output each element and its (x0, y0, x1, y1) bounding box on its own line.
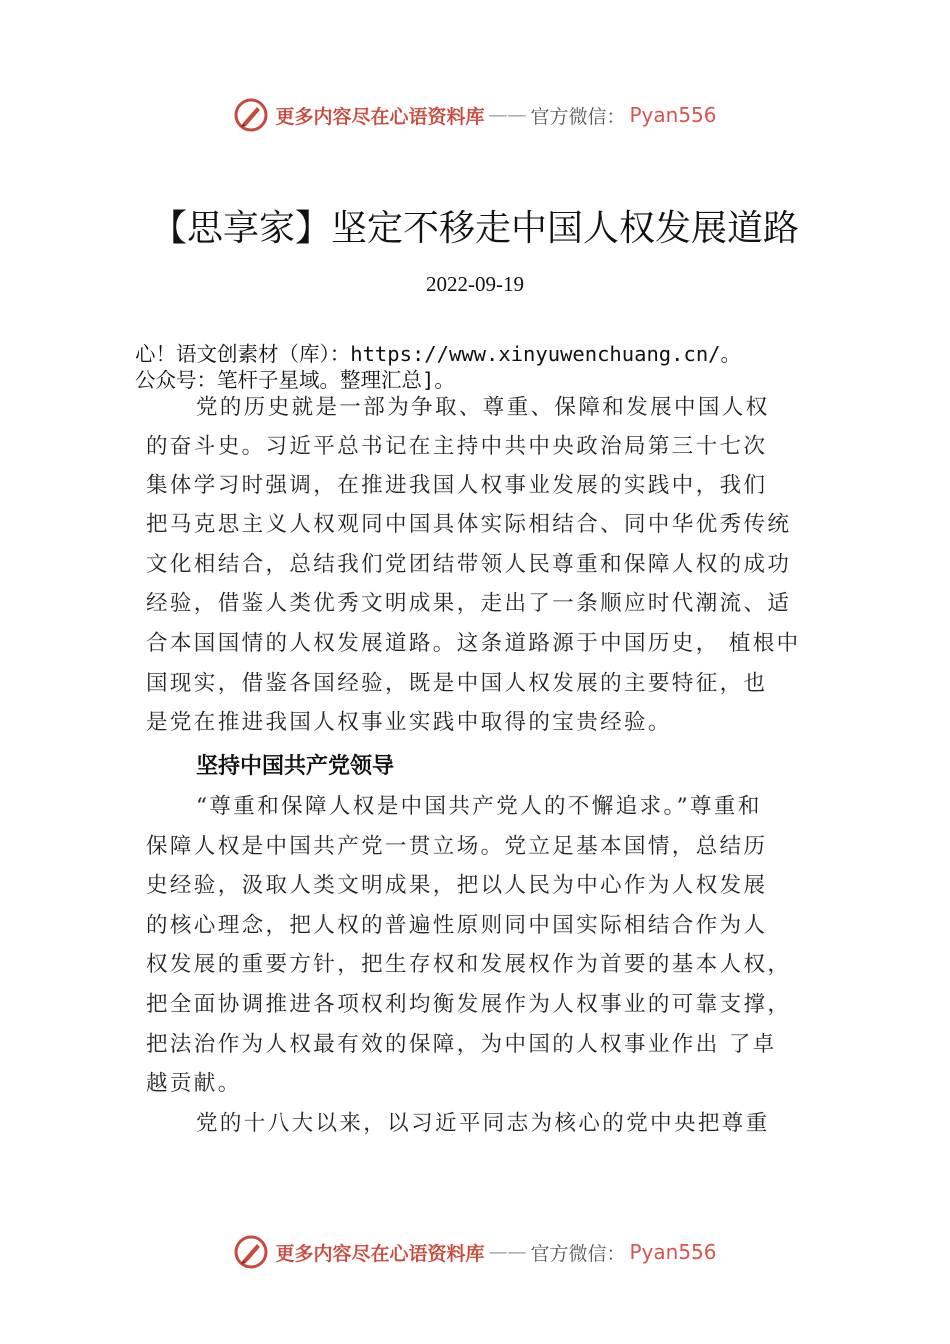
paragraph-line: 党的十八大以来，以习近平同志为核心的党中央把尊重 (196, 1111, 770, 1136)
footer-banner (0, 1232, 950, 1272)
paragraph-line: 保障人权是中国共产党一贯立场。党立足基本国情，总结历 (146, 834, 768, 859)
paragraph-line: “尊重和保障人权是中国共产党人的不懈追求。”尊重和 (196, 794, 762, 819)
banner-dash: —— (488, 104, 527, 126)
paragraph-line: 的奋斗史。习近平总书记在主持中共中央政治局第三十七次 (146, 434, 768, 459)
paragraph-line: 把马克思主义人权观同中国具体实际相结合、同中华优秀传统 (146, 512, 792, 537)
header-banner (0, 95, 950, 135)
publish-date: 2022-09-19 (426, 272, 524, 296)
paragraph-line: 把法治作为人权最有效的保障，为中国的人权事业作出 了卓 (146, 1032, 777, 1057)
paragraph-line: 权发展的重要方针，把生存权和发展权作为首要的基本人权， (146, 952, 792, 977)
banner-site-name: 更多内容尽在心语资料库 (275, 1242, 485, 1265)
banner-wechat-id: Pyan556 (629, 103, 717, 127)
banner-wechat-id: Pyan556 (629, 1240, 717, 1264)
paragraph-line: 把全面协调推进各项权利均衡发展作为人权事业的可靠支撑， (146, 992, 792, 1017)
section-heading: 坚持中国共产党领导 (196, 754, 395, 779)
paragraph-line: 国现实，借鉴各国经验，既是中国人权发展的主要特征，也 (146, 671, 768, 696)
pen-logo-icon (233, 97, 269, 133)
paragraph-line: 史经验，汲取人类文明成果，把以人民为中心作为人权发展 (146, 873, 768, 898)
paragraph-line: 党的历史就是一部为争取、尊重、保障和发展中国人权 (196, 395, 770, 420)
source-line: 心！语文创素材（库）：https://www.xinyuwenchuang.cn/。 (135, 342, 742, 366)
source-line: 公众号：笔杆子星域。整理汇总]。 (135, 368, 455, 392)
paragraph-line: 经验，借鉴人类优秀文明成果，走出了一条顺应时代潮流、适 (146, 591, 792, 616)
paragraph-line: 合本国国情的人权发展道路。这条道路源于中国历史， 植根中 (146, 631, 801, 656)
banner-dash: —— (488, 1241, 527, 1263)
banner-wechat-label: 官方微信： (530, 105, 626, 128)
paragraph-line: 越贡献。 (146, 1071, 242, 1096)
paragraph-line: 的核心理念，把人权的普遍性原则同中国实际相结合作为人 (146, 913, 768, 938)
banner-site-name: 更多内容尽在心语资料库 (275, 105, 485, 128)
banner-wechat-label: 官方微信： (530, 1242, 626, 1265)
page-title: 【思享家】坚定不移走中国人权发展道路 (150, 208, 799, 249)
paragraph-line: 是党在推进我国人权事业实践中取得的宝贵经验。 (146, 710, 672, 735)
pen-logo-icon (233, 1234, 269, 1270)
paragraph-line: 集体学习时强调，在推进我国人权事业发展的实践中，我们 (146, 473, 768, 498)
paragraph-line: 文化相结合，总结我们党团结带领人民尊重和保障人权的成功 (146, 552, 792, 577)
